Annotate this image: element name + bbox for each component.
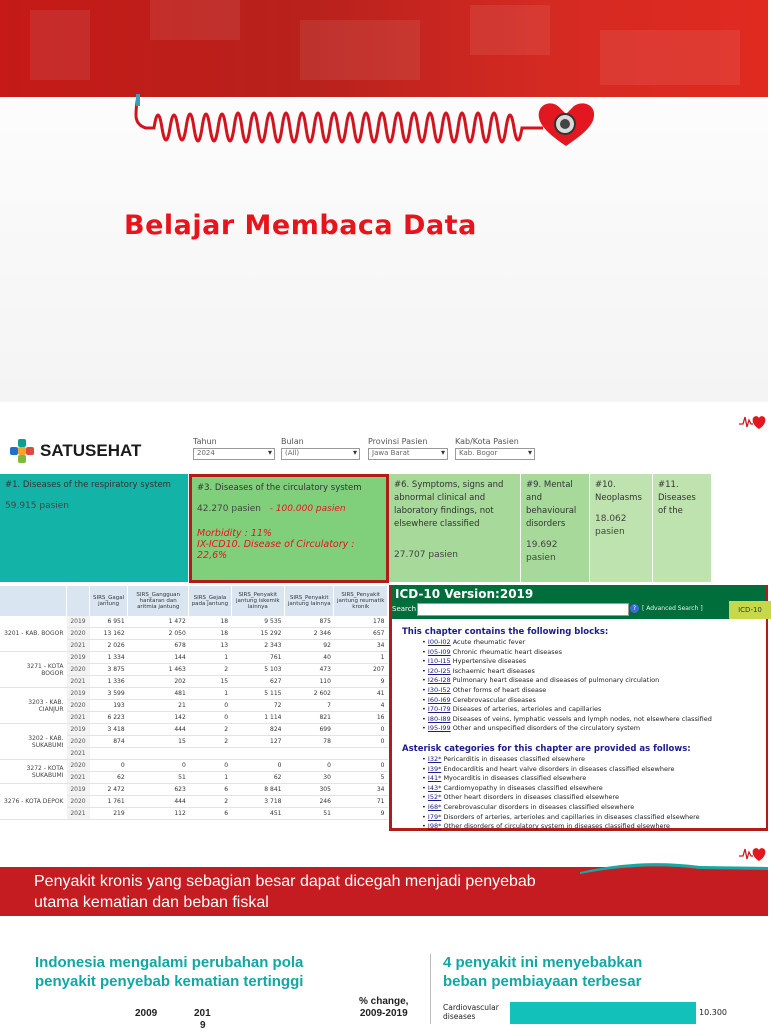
filter-label: Tahun [193,437,217,446]
value-cell: 2 [189,664,231,676]
value-cell: 699 [284,724,333,736]
icd-description: Other disorders of circulatory system in diseases classified elsewhere [443,822,670,831]
value-cell: 305 [284,784,333,796]
region-cell: 3271 - KOTA BOGOR [0,652,67,688]
value-cell [189,748,231,760]
year-cell: 2019 [67,784,90,796]
value-cell: 451 [231,808,284,820]
icd-code-link[interactable]: I43* [427,783,442,792]
asterisk-heading: Asterisk categories for this chapter are provided as follows: [402,744,691,754]
year-cell: 2019 [67,652,90,664]
value-cell: 178 [334,616,388,628]
slide-2 [0,402,768,834]
icd-list-item [422,724,712,734]
value-cell: 623 [128,784,189,796]
filter-bulan[interactable] [281,437,360,460]
bar-cardiovascular [510,1002,696,1024]
year-cell: 2021 [67,640,90,652]
year-cell: 2020 [67,736,90,748]
tile-title: #1. Diseases of the respiratory system [5,480,171,490]
col-2019-wrap: 9 [200,1020,206,1031]
value-cell: 2 602 [284,688,333,700]
value-cell: 5 103 [231,664,284,676]
header-cell: SIRS_Penyakit jantung lainnya [284,586,333,616]
value-cell: 2 026 [90,640,128,652]
value-cell: 3 599 [90,688,128,700]
icd-code-link[interactable]: I39* [427,764,442,773]
title-line-1: Indonesia mengalami perubahan pola [35,954,304,971]
year-cell: 2020 [67,628,90,640]
value-cell: 1 [334,652,388,664]
icd-list-item [422,648,712,658]
col-2019 [194,1008,211,1032]
icd10-tab[interactable]: ICD-10 [729,601,771,619]
value-cell: 1 336 [90,676,128,688]
icd-list-item [422,765,700,775]
icd-description: Other and unspecified disorders of the circulatory system [452,724,641,733]
value-cell: 34 [334,784,388,796]
icd-note: IX-ICD10. Disease of Circulatory : 22,6% [197,539,355,561]
value-cell [90,748,128,760]
value-cell: 2 [189,796,231,808]
value-cell: 6 [189,784,231,796]
tile-mental[interactable] [521,474,589,582]
value-cell: 127 [231,736,284,748]
icd-search-input[interactable] [417,603,629,616]
value-cell: 18 [189,616,231,628]
value-cell: 18 [189,628,231,640]
column-divider [430,954,431,1024]
year-cell: 2019 [67,688,90,700]
tile-value: 59.915 pasien [5,501,70,511]
tile-title: #11. Diseases of the [658,480,696,516]
icd-description: Endocarditis and heart valve disorders in diseases classified elsewhere [443,764,675,773]
value-cell: 246 [284,796,333,808]
header-cell-region [0,586,67,616]
value-cell: 2 343 [231,640,284,652]
icd-list-item [422,696,712,706]
value-cell: 2 472 [90,784,128,796]
value-cell: 8 841 [231,784,284,796]
value-cell: 1 [189,652,231,664]
icd-code-link[interactable]: I10-I15 [427,657,451,666]
value-cell: 0 [189,700,231,712]
header-cell: SIRS_Penyakit jantung reumatik kronik [334,586,388,616]
heartbeat-mini-icon [738,412,766,430]
filter-tahun[interactable] [193,437,275,460]
value-cell: 3 718 [231,796,284,808]
header-cell-year [67,586,90,616]
icd10-panel [389,585,768,831]
value-cell: 473 [284,664,333,676]
value-cell: 71 [334,796,388,808]
left-section-title [35,953,303,991]
header-line-2: utama kematian dan beban fiskal [34,894,269,911]
value-cell: 21 [128,700,189,712]
tile-value: 42.270 pasien [197,504,262,514]
value-cell: 219 [90,808,128,820]
value-cell [334,748,388,760]
filter-select[interactable]: Kab. Bogor ▾ [455,448,535,460]
value-cell: 40 [284,652,333,664]
header-accent-shape [580,862,768,882]
slide-title: Belajar Membaca Data [124,210,477,241]
table-row [0,724,388,736]
value-cell: 821 [284,712,333,724]
table-row [0,688,388,700]
value-cell: 444 [128,724,189,736]
value-cell: 6 [189,808,231,820]
value-cell: 15 292 [231,628,284,640]
region-cell: 3202 - KAB. SUKABUMI [0,724,67,760]
header-cell: SIRS_Gagal jantung [90,586,128,616]
table-row [0,784,388,796]
filter-select[interactable]: (All) ▾ [281,448,360,460]
banner-photo [0,0,768,97]
filter-label: Bulan [281,437,304,446]
value-cell: 202 [128,676,189,688]
icd-description: Chronic rheumatic heart diseases [452,647,563,656]
icd-header [392,585,766,619]
icd-list-item [422,774,700,784]
value-cell: 62 [231,772,284,784]
icd-list-item [422,676,712,686]
tile-title: #10. Neoplasms [595,480,642,503]
value-cell: 30 [284,772,333,784]
value-cell: 627 [231,676,284,688]
icd-code-link[interactable]: I95-I99 [427,724,451,733]
value-cell: 6 951 [90,616,128,628]
value-cell: 6 223 [90,712,128,724]
heartbeat-mini-icon [738,844,766,862]
filter-provinsi[interactable] [368,437,448,460]
tile-title: #3. Diseases of the circulatory system [197,483,362,493]
year-cell: 2021 [67,748,90,760]
icd-description: Pulmonary heart disease and diseases of pulmonary circulation [452,676,660,685]
icd-code-link[interactable]: I00-I02 [427,638,451,646]
value-cell: 1 761 [90,796,128,808]
tile-value: 27.707 pasien [394,550,459,560]
tile-value: 18.062 pasien [595,514,627,537]
year-cell: 2020 [67,796,90,808]
value-cell: 3 875 [90,664,128,676]
value-cell: 0 [231,760,284,772]
pct-change-line-1: % change, [359,996,409,1007]
value-cell: 110 [284,676,333,688]
value-cell [284,748,333,760]
value-cell: 78 [284,736,333,748]
value-cell: 444 [128,796,189,808]
icd-list-item [422,784,700,794]
tile-title: #6. Symptoms, signs and abnormal clinical and laboratory findings, not elsewhere classified [394,480,504,529]
icd-search-label: Search [392,605,417,613]
icd-description: Myocarditis in diseases classified elsewhere [443,774,587,783]
icd-description: Pericarditis in diseases classified elsewhere [443,755,585,763]
value-cell: 5 [334,772,388,784]
icd-description: Ischaemic heart diseases [452,666,535,675]
value-cell: 16 [334,712,388,724]
table-row [0,652,388,664]
value-cell: 0 [334,724,388,736]
value-cell: 2 [189,736,231,748]
icd-description: Other forms of heart disease [452,685,547,694]
icd-list-item [422,686,712,696]
icd-description: Cerebrovascular disorders in diseases classified elsewhere [443,802,635,811]
value-cell: 193 [90,700,128,712]
value-cell: 2 346 [284,628,333,640]
header-line-1: Penyakit kronis yang sebagian besar dapat dicegah menjadi penyebab [34,873,536,890]
icd-description: Diseases of veins, lymphatic vessels and lymph nodes, not elsewhere classified [452,714,712,723]
header-cell: SIRS_Gangguan hantaran dan aritmia jantung [128,586,189,616]
header-cell: SIRS_Gejala pada jantung [189,586,231,616]
year-cell: 2021 [67,808,90,820]
icd-code-link[interactable]: I26-I28 [427,676,451,685]
tile-title: #9. Mental and behavioural disorders [526,480,577,529]
value-cell: 92 [284,640,333,652]
blocks-list [422,638,712,734]
region-cell: 3203 - KAB. CIANJUR [0,688,67,724]
value-cell [231,748,284,760]
value-cell: 657 [334,628,388,640]
year-cell: 2019 [67,616,90,628]
value-cell: 13 [189,640,231,652]
logo-text: SATUSEHAT [40,441,142,460]
slide-header [34,871,536,913]
value-cell: 1 334 [90,652,128,664]
icd-description: Disorders of arteries, arterioles and capillaries in diseases classified elsewhere [443,812,700,821]
value-cell: 1 114 [231,712,284,724]
value-cell: 0 [128,760,189,772]
value-cell: 62 [90,772,128,784]
icd-description: Cerebrovascular diseases [452,695,536,704]
tile-neoplasms[interactable] [590,474,652,582]
value-cell: 7 [284,700,333,712]
value-cell: 15 [189,676,231,688]
icd-description: Cardiomyopathy in diseases classified elsewhere [443,783,603,792]
value-cell: 1 472 [128,616,189,628]
value-cell: 0 [90,760,128,772]
asterisk-list [422,755,700,832]
value-cell: 0 [334,760,388,772]
value-cell: 112 [128,808,189,820]
value-cell: 2 [189,724,231,736]
heart-stethoscope-icon [535,100,597,148]
slide-1 [0,0,768,402]
tile-other[interactable] [653,474,711,582]
sirs-table [0,586,388,820]
value-cell: 41 [334,688,388,700]
value-cell: 9 [334,808,388,820]
filter-label: Kab/Kota Pasien [455,437,519,446]
value-cell: 2 050 [128,628,189,640]
region-cell: 3201 - KAB. BOGOR [0,616,67,652]
icd-code-link[interactable]: I98* [427,822,442,831]
year-cell: 2020 [67,760,90,772]
title-line-2: beban pembiayaan terbesar [443,973,642,990]
value-cell: 0 [334,736,388,748]
icd-description: Acute rheumatic fever [452,638,526,646]
value-cell: 0 [284,760,333,772]
satusehat-logo [10,439,141,463]
value-cell: 481 [128,688,189,700]
icd-list-item [422,657,712,667]
icd-description: Diseases of arteries, arterioles and capillaries [452,705,602,714]
bar-label-line-1: Cardiovascular [443,1003,499,1012]
value-cell: 9 [334,676,388,688]
morbidity-note: Morbidity : 11% [197,528,272,539]
icd-list-item [422,715,712,725]
value-cell: 5 115 [231,688,284,700]
value-cell: 9 535 [231,616,284,628]
value-cell: 0 [189,712,231,724]
icd-code-link[interactable]: I68* [427,802,442,811]
table-body [0,616,388,820]
icd-code-link[interactable]: I79* [427,812,442,821]
year-cell: 2021 [67,676,90,688]
icd-title: ICD-10 Version:2019 [395,587,534,601]
table-header-row [0,586,388,616]
icd-code-link[interactable]: I70-I79 [427,705,451,714]
icd-code-link[interactable]: I05-I09 [427,647,451,656]
value-cell: 4 [334,700,388,712]
icd-list-item [422,755,700,765]
year-cell: 2019 [67,724,90,736]
bar-label [443,1003,499,1021]
icd-list-item [422,822,700,832]
value-cell: 3 418 [90,724,128,736]
value-cell: 207 [334,664,388,676]
icd-description: Other heart disorders in diseases classified elsewhere [443,793,619,802]
col-2009: 2009 [135,1008,158,1019]
value-cell: 51 [284,808,333,820]
satusehat-cross-icon [10,439,34,463]
icd-list-item [422,793,700,803]
icd-code-link[interactable]: I60-I69 [427,695,451,704]
icd-code-link[interactable]: I32* [427,755,442,763]
year-cell: 2021 [67,712,90,724]
slide-3 [0,834,768,1031]
filter-kabkota[interactable] [455,437,535,460]
icd-list-item [422,705,712,715]
icd-description: Hypertensive diseases [452,657,527,666]
col-2019-text: 201 [194,1008,211,1019]
value-cell [128,748,189,760]
value-cell: 0 [189,760,231,772]
value-cell: 34 [334,640,388,652]
value-cell: 51 [128,772,189,784]
tile-value: 19.692 pasien [526,540,558,563]
title-line-1: 4 penyakit ini menyebabkan [443,954,643,971]
blocks-heading: This chapter contains the following blocks: [402,627,609,637]
advanced-search-link[interactable]: [ Advanced Search ] [642,605,703,612]
help-icon[interactable]: ? [630,604,639,613]
year-cell: 2021 [67,772,90,784]
value-cell: 72 [231,700,284,712]
value-cell: 875 [284,616,333,628]
year-cell: 2020 [67,700,90,712]
value-cell: 874 [90,736,128,748]
annotation-text: - 100.000 pasien [269,504,346,514]
tile-respiratory[interactable] [0,474,188,582]
icd-list-item [422,638,712,648]
year-cell: 2020 [67,664,90,676]
pct-change-line-2: 2009-2019 [359,1008,408,1019]
icd-list-item [422,813,700,823]
heartbeat-wave-icon [118,92,598,168]
bar-value: 10.300 [699,1008,727,1017]
icd-code-link[interactable]: I80-I89 [427,714,451,723]
value-cell: 761 [231,652,284,664]
value-cell: 1 [189,772,231,784]
table-row [0,760,388,772]
value-cell: 1 463 [128,664,189,676]
filter-label: Provinsi Pasien [368,437,428,446]
icd-code-link[interactable]: I52* [427,793,442,802]
tile-circulatory[interactable] [189,474,389,583]
value-cell: 142 [128,712,189,724]
region-cell: 3276 - KOTA DEPOK [0,784,67,820]
icd-code-link[interactable]: I20-I25 [427,666,451,675]
icd-code-link[interactable]: I30-I52 [427,685,451,694]
pct-change-header [359,996,408,1020]
filter-select[interactable]: Jawa Barat ▾ [368,448,448,460]
tile-symptoms[interactable] [389,474,520,582]
value-cell: 144 [128,652,189,664]
filter-select[interactable]: 2024 ▾ [193,448,275,460]
table-row [0,616,388,628]
value-cell: 824 [231,724,284,736]
region-cell: 3272 - KOTA SUKABUMI [0,760,67,784]
value-cell: 13 162 [90,628,128,640]
value-cell: 1 [189,688,231,700]
header-cell: SIRS_Penyakit jantung iskemik lainnya [231,586,284,616]
title-line-2: penyakit penyebab kematian tertinggi [35,973,304,990]
icd-list-item [422,803,700,813]
value-cell: 678 [128,640,189,652]
icd-list-item [422,667,712,677]
value-cell: 15 [128,736,189,748]
right-section-title [443,953,642,991]
bar-label-line-2: diseases [443,1012,476,1021]
icd-code-link[interactable]: I41* [427,774,442,783]
